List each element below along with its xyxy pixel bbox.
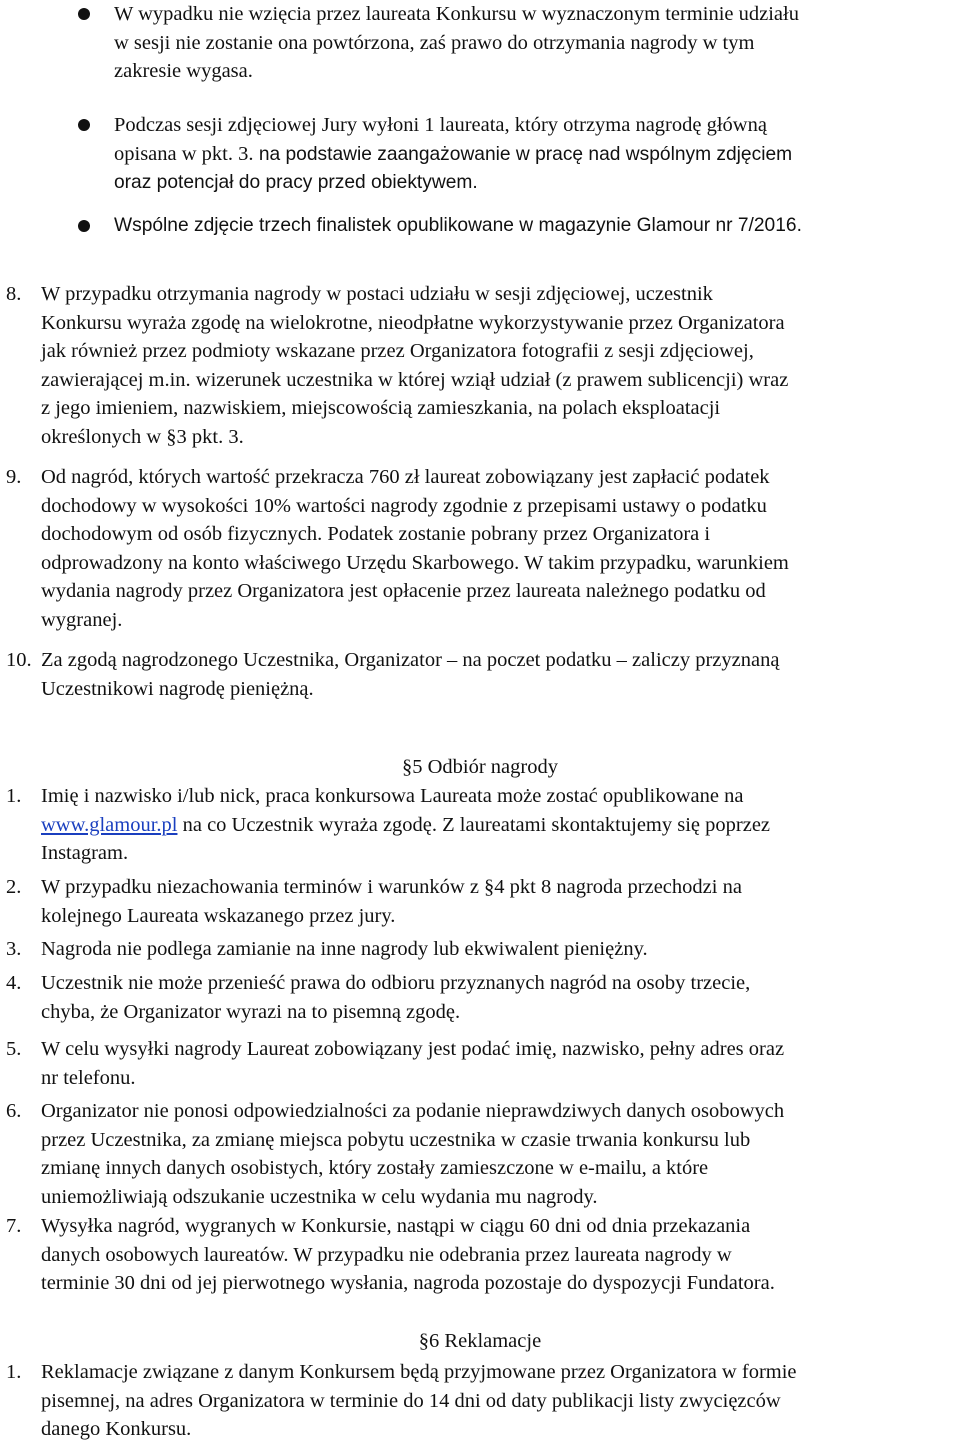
text-line: W przypadku niezachowania terminów i warunków z §4 pkt 8 nagroda przechodzi na [41, 876, 742, 898]
text-line: dochodowy w wysokości 10% wartości nagrody zgodnie z przepisami ustawy o podatku [41, 494, 767, 517]
text-line [114, 140, 960, 170]
text-line: chyba, że Organizator wyrazi na to pisemną zgodę. [41, 1000, 461, 1023]
text-line: Wysyłka nagród, wygranych w Konkursie, nastąpi w ciągu 60 dni od dnia przekazania [41, 1215, 751, 1237]
section-heading: §5 Odbiór nagrody [401, 756, 558, 778]
item-number: 1. [6, 785, 22, 807]
item-text [41, 646, 960, 703]
text-fragment: opisana w pkt. 3. [114, 142, 254, 165]
text-line: z jego imieniem, nazwiskiem, miejscowością zamieszkania, na polach eksploatacji [41, 397, 721, 419]
text-line: nr telefonu. [41, 1066, 136, 1089]
text-line: dochodowym od osób fizycznych. Podatek zostanie pobrany przez Organizatora i [41, 523, 711, 545]
text-line: danego Konkursu. [41, 1418, 192, 1440]
text-line: Organizator nie ponosi odpowiedzialności za podanie nieprawdziwych danych osobowych [41, 1100, 785, 1122]
text-line: określonych w §3 pkt. 3. [41, 425, 244, 448]
text-line: W przypadku otrzymania nagrody w postaci udziału w sesji zdjęciowej, uczestnik [41, 283, 713, 305]
item-text [41, 1212, 960, 1298]
text-line: przez Uczestnika, za zmianę miejsca pobytu uczestnika w czasie trwania konkursu lub [41, 1128, 751, 1151]
item-number: 9. [6, 466, 22, 488]
text-line: Uczestnikowi nagrodę pieniężną. [41, 677, 314, 700]
bullet-icon [78, 119, 90, 131]
item-number: 10. [6, 649, 32, 671]
text-line: W celu wysyłki nagrody Laureat zobowiązany jest podać imię, nazwisko, pełny adres oraz [41, 1038, 785, 1060]
item-text [41, 1358, 960, 1444]
text-line: Nagroda nie podlega zamianie na inne nagrody lub ekwiwalent pieniężny. [41, 938, 648, 960]
text-line: Podczas sesji zdjęciowej Jury wyłoni 1 laureata, który otrzyma nagrodę główną [114, 114, 767, 136]
item-number: 2. [6, 876, 22, 898]
item-text [41, 280, 960, 451]
item-number: 6. [6, 1100, 22, 1122]
text-fragment: na podstawie zaangażowanie w pracę nad wspólnym zdjęciem [253, 143, 793, 165]
text-line: Wspólne zdjęcie trzech finalistek opublikowane w magazynie Glamour nr 7/2016. [114, 215, 802, 236]
text-line: Instagram. [41, 842, 129, 864]
item-text [41, 782, 960, 868]
text-line: wygranej. [41, 608, 123, 631]
text-line: zawierającej m.in. wizerunek uczestnika w której wziął udział (z prawem sublicencji) wraz [41, 368, 789, 391]
bullet-text [114, 0, 960, 86]
text-line: zakresie wygasa. [114, 60, 253, 82]
bullet-icon [78, 8, 90, 20]
text-line: w sesji nie zostanie ona powtórzona, zaś prawo do otrzymania nagrody w tym [114, 31, 755, 54]
text-line: Imię i nazwisko i/lub nick, praca konkursowa Laureata może zostać opublikowane na [41, 785, 744, 807]
bullet-text [114, 111, 960, 198]
item-text [41, 1035, 960, 1092]
item-text [41, 1097, 960, 1211]
item-number: 4. [6, 972, 22, 994]
text-line: odprowadzony na konto właściwego Urzędu Skarbowego. W takim przypadku, warunkiem [41, 551, 789, 574]
item-text [41, 969, 960, 1026]
section-heading: §6 Reklamacje [418, 1330, 542, 1352]
item-number: 3. [6, 938, 22, 960]
text-line: terminie 30 dni od jej pierwotnego wysłania, nagroda pozostaje do dyspozycji Fundatora. [41, 1272, 775, 1294]
text-line [41, 811, 960, 840]
text-line: wydania nagrody przez Organizatora jest opłacenie przez laureata należnego podatku od [41, 580, 766, 602]
item-number: 8. [6, 283, 22, 305]
text-line: danych osobowych laureatów. W przypadku nie odebrania przez laureata nagrody w [41, 1243, 732, 1266]
text-line: jak również przez podmioty wskazane przez Organizatora fotografii z sesji zdjęciowej, [41, 340, 754, 362]
item-text [41, 935, 960, 964]
text-line: W wypadku nie wzięcia przez laureata Konkursu w wyznaczonym terminie udziału [114, 3, 799, 25]
item-text [41, 873, 960, 930]
text-line: Uczestnik nie może przenieść prawa do odbioru przyznanych nagród na osoby trzecie, [41, 972, 751, 994]
text-line: oraz potencjał do pracy przed obiektywem. [114, 172, 478, 193]
text-line: pisemnej, na adres Organizatora w terminie do 14 dni od daty publikacji listy zwycięzców [41, 1389, 781, 1412]
text-line: Za zgodą nagrodzonego Uczestnika, Organizator – na poczet podatku – zaliczy przyznaną [41, 649, 780, 671]
item-number: 5. [6, 1038, 22, 1060]
item-number: 1. [6, 1361, 22, 1383]
item-text [41, 463, 960, 634]
bullet-text [114, 212, 960, 241]
bullet-icon [78, 220, 90, 232]
text-line: Od nagród, których wartość przekracza 760 zł laureat zobowiązany jest zapłacić podatek [41, 466, 770, 488]
text-fragment: na co Uczestnik wyraża zgodę. Z laureatami skontaktujemy się poprzez [177, 813, 771, 836]
text-line: Reklamacje związane z danym Konkursem będą przyjmowane przez Organizatora w formie [41, 1361, 797, 1383]
text-line: Konkursu wyraża zgodę na wielokrotne, nieodpłatne wykorzystywanie przez Organizatora [41, 311, 785, 334]
glamour-link[interactable]: www.glamour.pl [41, 813, 178, 836]
text-line: kolejnego Laureata wskazanego przez jury. [41, 904, 396, 927]
item-number: 7. [6, 1215, 22, 1237]
text-line: zmianę innych danych osobistych, który zostały zamieszczone w e-mailu, a które [41, 1157, 709, 1179]
text-line: uniemożliwiają odszukanie uczestnika w celu wydania mu nagrody. [41, 1185, 598, 1208]
